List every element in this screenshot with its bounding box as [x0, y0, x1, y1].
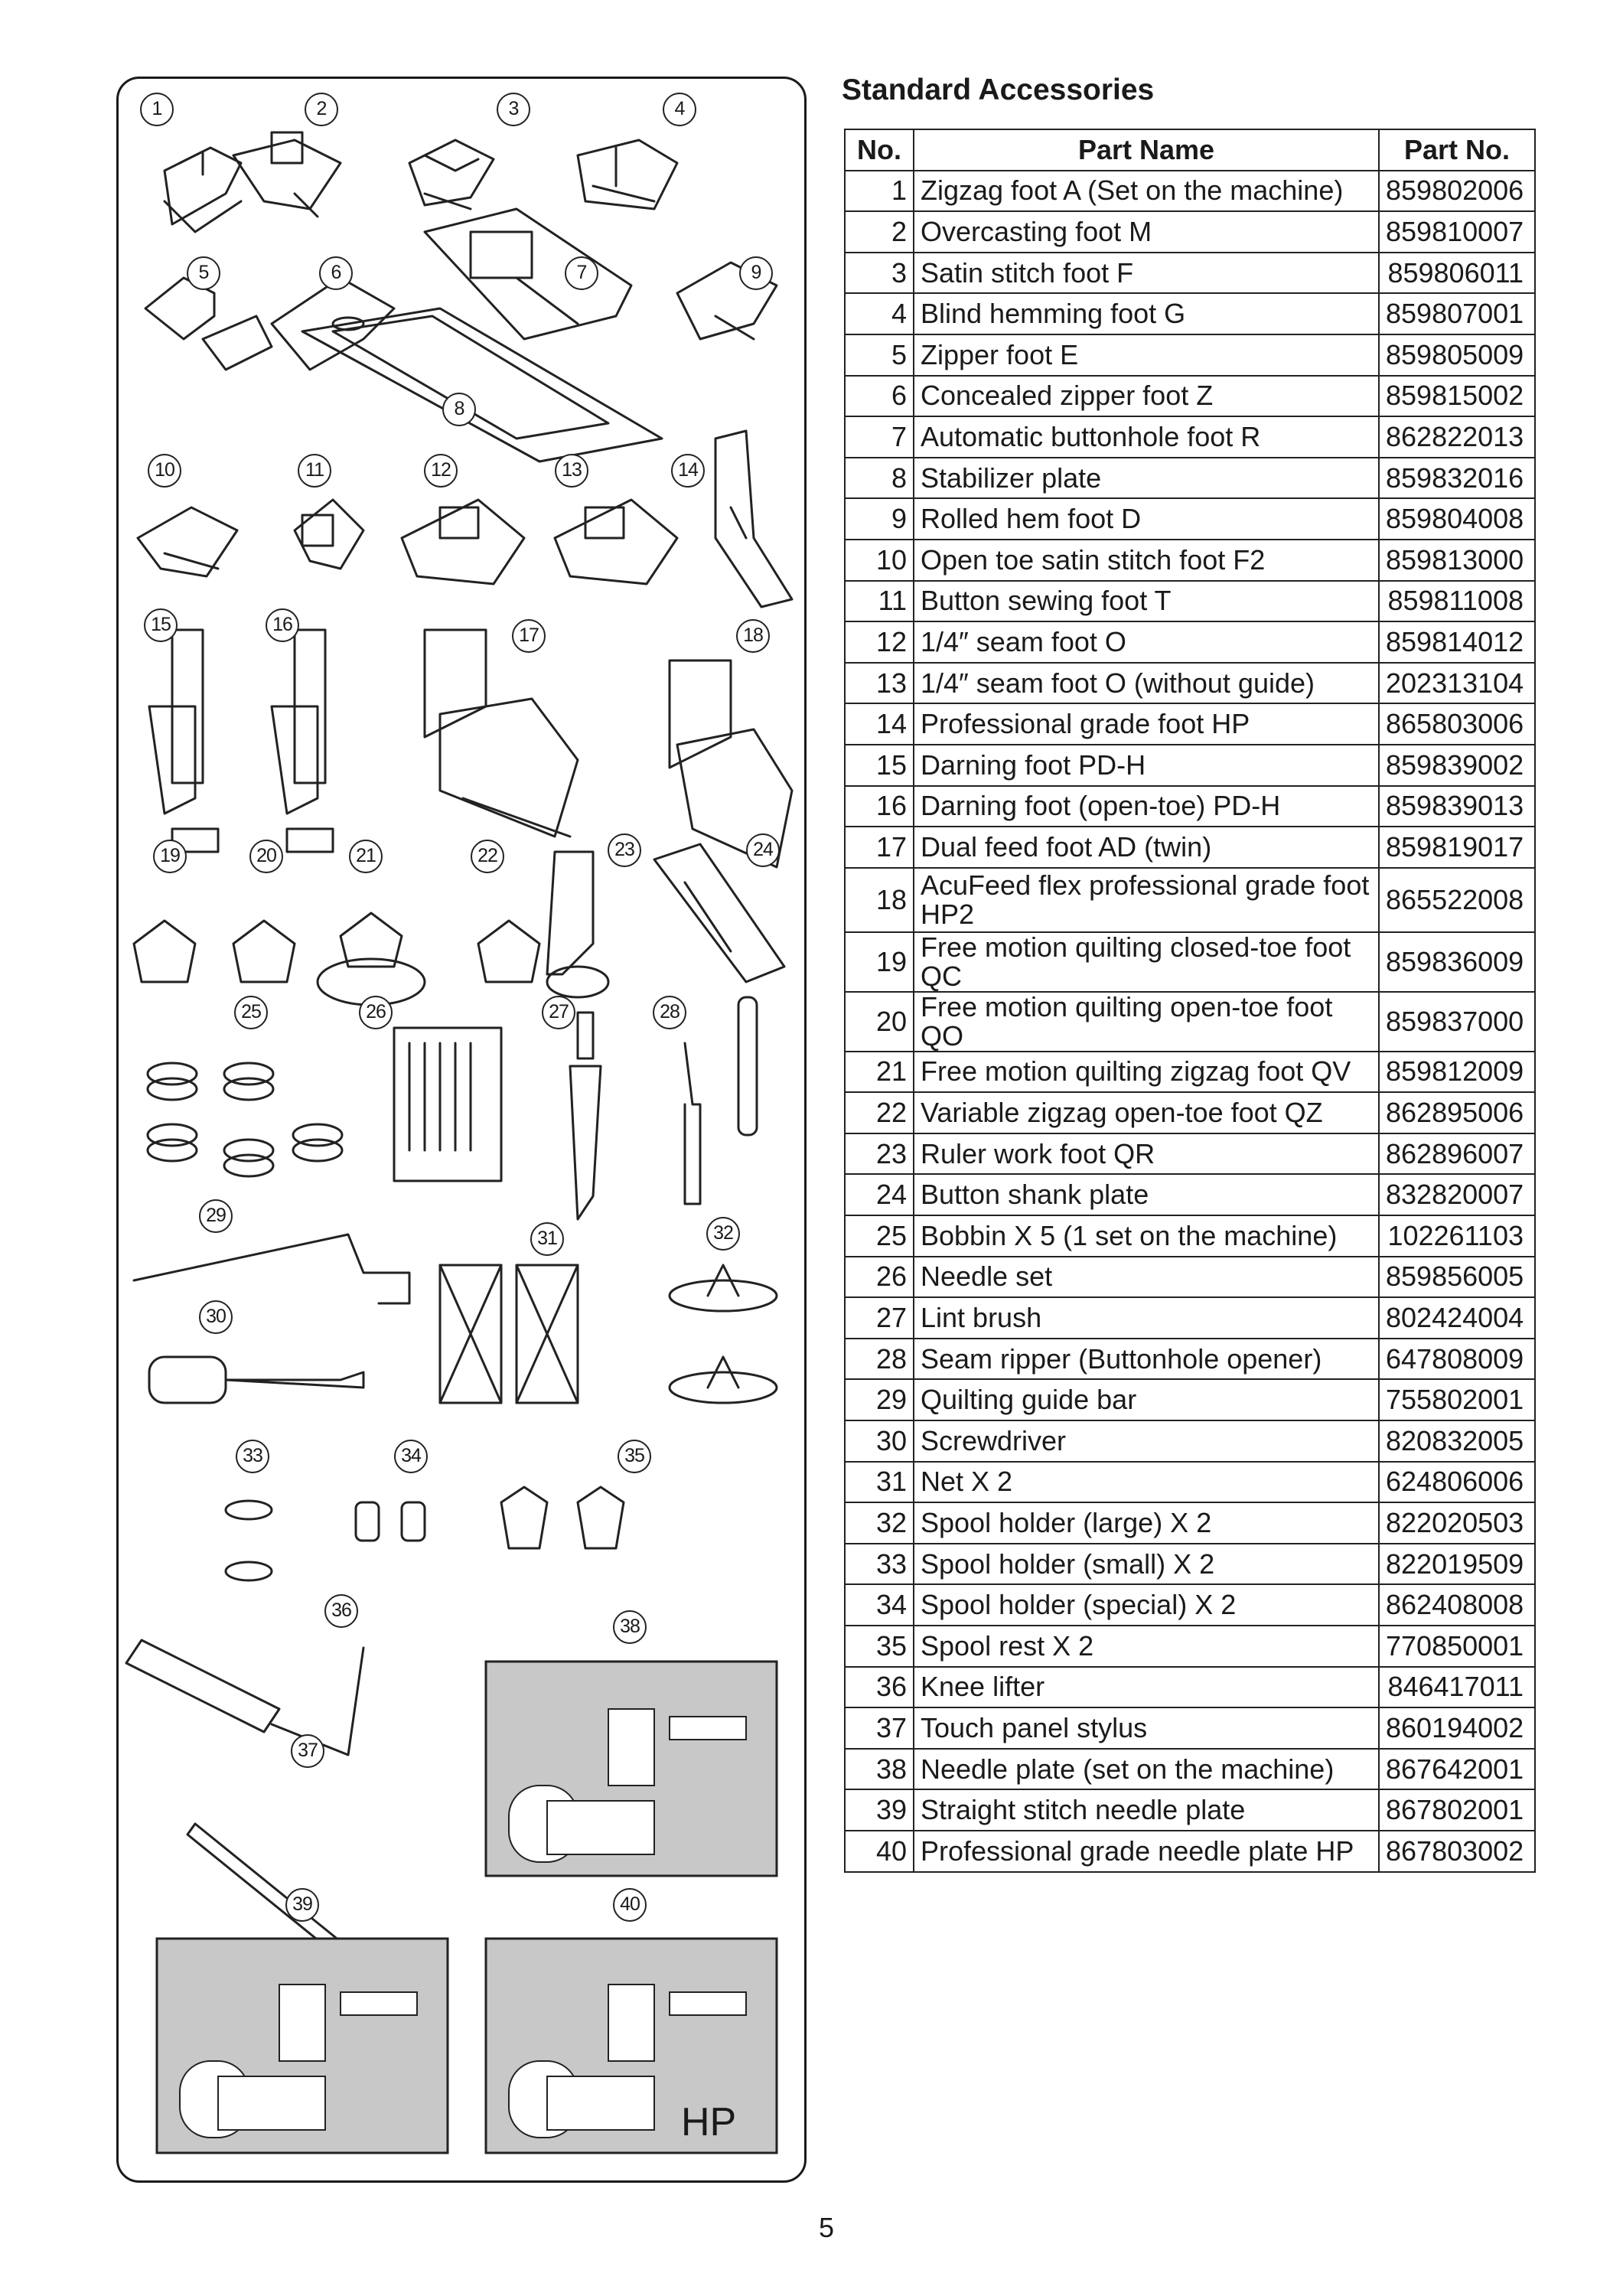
table-row — [845, 745, 1535, 786]
table-row — [845, 211, 1535, 253]
knee-lifter-drawing — [126, 1640, 363, 1755]
table-row — [845, 1462, 1535, 1503]
part-number-index: 15 — [845, 745, 914, 786]
table-row — [845, 334, 1535, 376]
part-name: Blind hemming foot G — [914, 293, 1379, 334]
foot-drawing-23 — [547, 852, 608, 997]
part-number: 859814012 — [1379, 621, 1535, 663]
part-number: 846417011 — [1379, 1667, 1535, 1708]
table-header-row — [845, 129, 1535, 171]
callout-35: 35 — [618, 1440, 651, 1473]
part-name: Spool rest X 2 — [914, 1626, 1379, 1667]
table-row — [845, 458, 1535, 499]
callout-4: 4 — [663, 93, 696, 126]
part-number: 770850001 — [1379, 1626, 1535, 1667]
foot-drawing-2 — [233, 132, 341, 217]
foot-drawing-14 — [715, 431, 792, 607]
part-name: Screwdriver — [914, 1420, 1379, 1462]
table-row — [845, 1052, 1535, 1093]
part-number: 202313104 — [1379, 663, 1535, 704]
callout-11: 11 — [298, 454, 331, 488]
callout-14: 14 — [671, 454, 705, 488]
callout-26: 26 — [359, 996, 393, 1029]
header-no: No. — [845, 129, 914, 171]
part-name: Spool holder (special) X 2 — [914, 1584, 1379, 1626]
table-row — [845, 171, 1535, 212]
part-number: 859802006 — [1379, 171, 1535, 212]
part-number-index: 40 — [845, 1831, 914, 1872]
foot-drawing-5 — [145, 278, 272, 370]
table-row — [845, 540, 1535, 581]
part-number: 865522008 — [1379, 868, 1535, 932]
table-row — [845, 1092, 1535, 1133]
callout-20: 20 — [249, 840, 283, 873]
part-number: 647808009 — [1379, 1339, 1535, 1380]
table-row — [845, 1339, 1535, 1380]
part-name: Ruler work foot QR — [914, 1133, 1379, 1175]
part-number-index: 1 — [845, 171, 914, 212]
table-row — [845, 868, 1535, 932]
table-row — [845, 1707, 1535, 1749]
foot-drawing-22 — [478, 921, 539, 982]
part-name: Overcasting foot M — [914, 211, 1379, 253]
callout-28: 28 — [653, 996, 686, 1029]
part-number: 102261103 — [1379, 1215, 1535, 1257]
part-name: Automatic buttonhole foot R — [914, 416, 1379, 458]
callout-13: 13 — [555, 454, 588, 488]
part-number: 862896007 — [1379, 1133, 1535, 1175]
part-number: 859811008 — [1379, 581, 1535, 622]
callout-23: 23 — [608, 833, 641, 867]
spool-holder-special-drawing — [356, 1502, 425, 1541]
table-row — [845, 1297, 1535, 1339]
part-number-index: 25 — [845, 1215, 914, 1257]
table-row — [845, 1831, 1535, 1872]
part-number: 867642001 — [1379, 1749, 1535, 1790]
part-number-index: 27 — [845, 1297, 914, 1339]
part-number: 859813000 — [1379, 540, 1535, 581]
part-number-index: 26 — [845, 1257, 914, 1298]
part-name: Free motion quilting open-toe foot QO — [914, 992, 1379, 1052]
part-name: Bobbin X 5 (1 set on the machine) — [914, 1215, 1379, 1257]
table-row — [845, 416, 1535, 458]
seam-ripper-drawing — [685, 997, 757, 1204]
foot-drawing-11 — [295, 500, 363, 569]
header-part-name: Part Name — [914, 129, 1379, 171]
table-row — [845, 498, 1535, 540]
table-row — [845, 376, 1535, 417]
table-row — [845, 827, 1535, 868]
table-row — [845, 1215, 1535, 1257]
callout-21: 21 — [349, 840, 383, 873]
part-name: Free motion quilting closed-toe foot QC — [914, 932, 1379, 992]
foot-drawing-17 — [425, 630, 578, 837]
part-name: Open toe satin stitch foot F2 — [914, 540, 1379, 581]
callout-1: 1 — [140, 93, 174, 126]
part-number: 859837000 — [1379, 992, 1535, 1052]
callout-18: 18 — [736, 619, 770, 653]
foot-drawing-19 — [134, 921, 195, 982]
part-number-index: 22 — [845, 1092, 914, 1133]
table-row — [845, 253, 1535, 294]
table-row — [845, 1626, 1535, 1667]
part-number-index: 21 — [845, 1052, 914, 1093]
part-name: Spool holder (large) X 2 — [914, 1502, 1379, 1544]
part-number-index: 2 — [845, 211, 914, 253]
screwdriver-drawing — [149, 1357, 363, 1403]
part-number: 822019509 — [1379, 1544, 1535, 1585]
bobbins-drawing — [148, 1063, 342, 1176]
table-row — [845, 1420, 1535, 1462]
callout-39: 39 — [285, 1888, 319, 1922]
table-row — [845, 992, 1535, 1052]
part-number: 859815002 — [1379, 376, 1535, 417]
callout-10: 10 — [148, 454, 181, 488]
foot-drawing-15 — [149, 630, 218, 852]
part-number-index: 30 — [845, 1420, 914, 1462]
part-number-index: 38 — [845, 1749, 914, 1790]
part-name: 1/4″ seam foot O — [914, 621, 1379, 663]
part-name: Professional grade needle plate HP — [914, 1831, 1379, 1872]
part-number-index: 35 — [845, 1626, 914, 1667]
quilting-guide-bar-drawing — [134, 1234, 409, 1303]
table-row — [845, 703, 1535, 745]
part-number-index: 13 — [845, 663, 914, 704]
part-number-index: 14 — [845, 703, 914, 745]
part-number-index: 19 — [845, 932, 914, 992]
part-name: Button sewing foot T — [914, 581, 1379, 622]
callout-32: 32 — [706, 1217, 740, 1251]
part-name: Free motion quilting zigzag foot QV — [914, 1052, 1379, 1093]
table-row — [845, 1257, 1535, 1298]
part-name: Satin stitch foot F — [914, 253, 1379, 294]
callout-33: 33 — [236, 1440, 269, 1473]
table-row — [845, 1789, 1535, 1831]
callout-24: 24 — [746, 833, 780, 867]
foot-drawing-13 — [555, 500, 677, 584]
foot-drawing-10 — [138, 507, 237, 576]
table-row — [845, 1502, 1535, 1544]
callout-30: 30 — [199, 1300, 233, 1334]
part-name: Knee lifter — [914, 1667, 1379, 1708]
part-number-index: 36 — [845, 1667, 914, 1708]
foot-drawing-20 — [233, 921, 295, 982]
part-name: Professional grade foot HP — [914, 703, 1379, 745]
part-number: 862822013 — [1379, 416, 1535, 458]
part-name: 1/4″ seam foot O (without guide) — [914, 663, 1379, 704]
part-name: Quilting guide bar — [914, 1379, 1379, 1420]
part-number-index: 3 — [845, 253, 914, 294]
part-name: Needle plate (set on the machine) — [914, 1749, 1379, 1790]
needle-set-drawing — [394, 1028, 501, 1181]
section-title: Standard Accessories — [842, 73, 1155, 106]
table-row — [845, 1379, 1535, 1420]
callout-27: 27 — [542, 996, 575, 1029]
callout-3: 3 — [497, 93, 530, 126]
part-number: 859806011 — [1379, 253, 1535, 294]
part-name: Stabilizer plate — [914, 458, 1379, 499]
table-body — [845, 171, 1535, 1872]
part-number: 802424004 — [1379, 1297, 1535, 1339]
part-number: 859805009 — [1379, 334, 1535, 376]
part-name: Dual feed foot AD (twin) — [914, 827, 1379, 868]
callout-25: 25 — [234, 996, 268, 1029]
callout-31: 31 — [530, 1222, 564, 1256]
part-number-index: 37 — [845, 1707, 914, 1749]
part-number: 859810007 — [1379, 211, 1535, 253]
part-number: 859856005 — [1379, 1257, 1535, 1298]
part-number: 859807001 — [1379, 293, 1535, 334]
foot-drawing-18 — [670, 660, 792, 867]
part-name: Straight stitch needle plate — [914, 1789, 1379, 1831]
part-number-index: 5 — [845, 334, 914, 376]
table-row — [845, 1584, 1535, 1626]
part-number-index: 6 — [845, 376, 914, 417]
part-number-index: 16 — [845, 786, 914, 827]
callout-8: 8 — [442, 393, 476, 426]
part-number-index: 24 — [845, 1174, 914, 1215]
callout-22: 22 — [471, 840, 504, 873]
part-number-index: 39 — [845, 1789, 914, 1831]
part-number-index: 10 — [845, 540, 914, 581]
table-row — [845, 1667, 1535, 1708]
part-name: Lint brush — [914, 1297, 1379, 1339]
spool-holder-large-drawing — [670, 1265, 777, 1403]
part-number: 859836009 — [1379, 932, 1535, 992]
callout-34: 34 — [394, 1440, 428, 1473]
part-number: 867803002 — [1379, 1831, 1535, 1872]
part-number-index: 11 — [845, 581, 914, 622]
table-row — [845, 786, 1535, 827]
part-number-index: 9 — [845, 498, 914, 540]
part-name: Needle set — [914, 1257, 1379, 1298]
part-number-index: 31 — [845, 1462, 914, 1503]
foot-drawing-16 — [272, 630, 333, 852]
foot-drawing-4 — [578, 140, 677, 209]
part-name: Variable zigzag open-toe foot QZ — [914, 1092, 1379, 1133]
part-number-index: 34 — [845, 1584, 914, 1626]
foot-drawing-1 — [165, 148, 241, 232]
part-number: 859812009 — [1379, 1052, 1535, 1093]
part-number: 822020503 — [1379, 1502, 1535, 1544]
part-number: 859804008 — [1379, 498, 1535, 540]
page-number: 5 — [818, 2212, 835, 2243]
part-name: Darning foot (open-toe) PD-H — [914, 786, 1379, 827]
callout-15: 15 — [144, 608, 178, 642]
callout-6: 6 — [319, 256, 353, 290]
foot-drawing-3 — [409, 140, 494, 209]
table-row — [845, 293, 1535, 334]
spool-holder-small-drawing — [226, 1501, 272, 1580]
foot-drawing-12 — [402, 500, 524, 584]
part-number-index: 8 — [845, 458, 914, 499]
part-name: Zigzag foot A (Set on the machine) — [914, 171, 1379, 212]
callout-36: 36 — [324, 1594, 358, 1628]
callout-17: 17 — [512, 619, 546, 653]
table-row — [845, 1174, 1535, 1215]
part-number: 820832005 — [1379, 1420, 1535, 1462]
callout-2: 2 — [305, 93, 338, 126]
part-name: Zipper foot E — [914, 334, 1379, 376]
part-number-index: 17 — [845, 827, 914, 868]
callout-37: 37 — [291, 1734, 324, 1768]
part-name: Concealed zipper foot Z — [914, 376, 1379, 417]
table-row — [845, 932, 1535, 992]
callout-7: 7 — [565, 256, 598, 290]
lint-brush-drawing — [570, 1013, 601, 1219]
callout-19: 19 — [153, 840, 187, 873]
part-number: 859819017 — [1379, 827, 1535, 868]
nets-drawing — [440, 1265, 578, 1403]
part-number-index: 29 — [845, 1379, 914, 1420]
table-row — [845, 663, 1535, 704]
part-name: Darning foot PD-H — [914, 745, 1379, 786]
part-number: 862408008 — [1379, 1584, 1535, 1626]
callout-5: 5 — [187, 256, 220, 290]
part-number-index: 33 — [845, 1544, 914, 1585]
part-number: 624806006 — [1379, 1462, 1535, 1503]
table-row — [845, 621, 1535, 663]
stabilizer-plate-drawing — [302, 308, 662, 461]
part-number: 832820007 — [1379, 1174, 1535, 1215]
foot-drawing-21 — [318, 913, 425, 1005]
callout-16: 16 — [266, 608, 299, 642]
accessories-table — [844, 129, 1536, 1873]
part-number-index: 12 — [845, 621, 914, 663]
part-number-index: 7 — [845, 416, 914, 458]
part-number: 859839013 — [1379, 786, 1535, 827]
part-name: Button shank plate — [914, 1174, 1379, 1215]
part-number: 859832016 — [1379, 458, 1535, 499]
part-number-index: 28 — [845, 1339, 914, 1380]
part-number-index: 4 — [845, 293, 914, 334]
part-number: 865803006 — [1379, 703, 1535, 745]
callout-38: 38 — [613, 1610, 647, 1644]
part-name: Net X 2 — [914, 1462, 1379, 1503]
accessories-illustration-panel — [116, 77, 807, 2183]
part-number-index: 20 — [845, 992, 914, 1052]
callout-40: 40 — [613, 1888, 647, 1922]
part-number-index: 23 — [845, 1133, 914, 1175]
part-number: 859839002 — [1379, 745, 1535, 786]
part-number: 755802001 — [1379, 1379, 1535, 1420]
part-name: Rolled hem foot D — [914, 498, 1379, 540]
part-number: 860194002 — [1379, 1707, 1535, 1749]
plate-hp-label: HP — [681, 2100, 737, 2144]
callout-9: 9 — [739, 256, 773, 290]
part-name: Seam ripper (Buttonhole opener) — [914, 1339, 1379, 1380]
table-row — [845, 1749, 1535, 1790]
part-number: 867802001 — [1379, 1789, 1535, 1831]
table-row — [845, 1133, 1535, 1175]
header-part-no: Part No. — [1379, 129, 1535, 171]
part-name: AcuFeed flex professional grade foot HP2 — [914, 868, 1379, 932]
spool-rest-drawing — [501, 1487, 624, 1548]
part-number: 862895006 — [1379, 1092, 1535, 1133]
part-number-index: 18 — [845, 868, 914, 932]
part-number-index: 32 — [845, 1502, 914, 1544]
part-name: Touch panel stylus — [914, 1707, 1379, 1749]
foot-drawing-7 — [425, 209, 631, 339]
table-row — [845, 581, 1535, 622]
callout-29: 29 — [199, 1199, 233, 1233]
table-row — [845, 1544, 1535, 1585]
callout-12: 12 — [424, 454, 458, 488]
part-name: Spool holder (small) X 2 — [914, 1544, 1379, 1585]
